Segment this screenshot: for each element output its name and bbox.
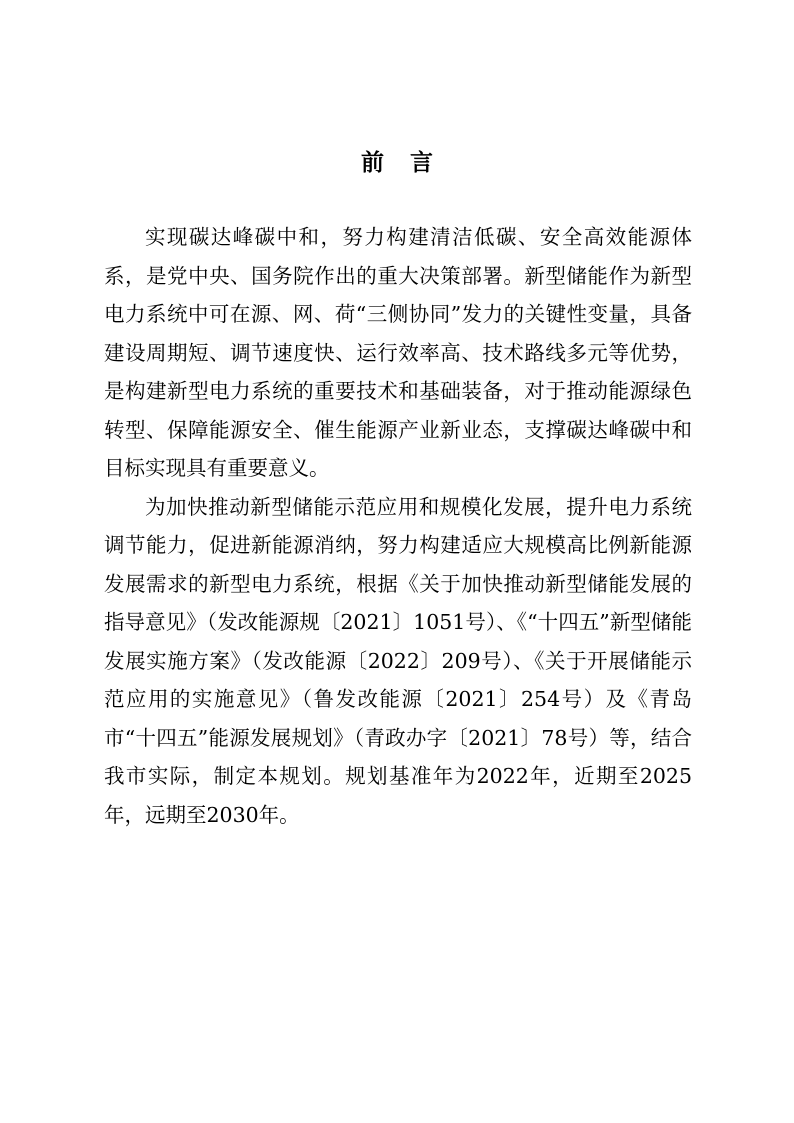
paragraph-2: 为加快推动新型储能示范应用和规模化发展，提升电力系统调节能力，促进新能源消纳，努力构建适应大规模高比例新能源发展需求的新型电力系统，根据《关于加快推动新型储能发展的指导意见》（发改能源规〔2021〕1051号）、《“十四五”新型储能发展实施方案》（发改能源〔2022〕209号）、《关于开展储能示范应用的实施意见》（鲁发改能源〔2021〕254号）及《青岛市“十四五”能源发展规划》（青政办字〔2021〕78号）等，结合我市实际，制定本规划。规划基准年为2022年，近期至2025年，远期至2030年。 [104, 494, 692, 827]
paragraph-1: 实现碳达峰碳中和，努力构建清洁低碳、安全高效能源体系，是党中央、国务院作出的重大决策部署。新型储能作为新型电力系统中可在源、网、荷“三侧协同”发力的关键性变量，具备建设周期短、调节速度快、运行效率高、技术路线多元等优势，是构建新型电力系统的重要技术和基础装备，对于推动能源绿色转型、保障能源安全、催生能源产业新业态，支撑碳达峰碳中和目标实现具有重要意义。 [104, 225, 692, 480]
preface-body [104, 218, 692, 834]
page-title: 前言 [361, 150, 459, 176]
